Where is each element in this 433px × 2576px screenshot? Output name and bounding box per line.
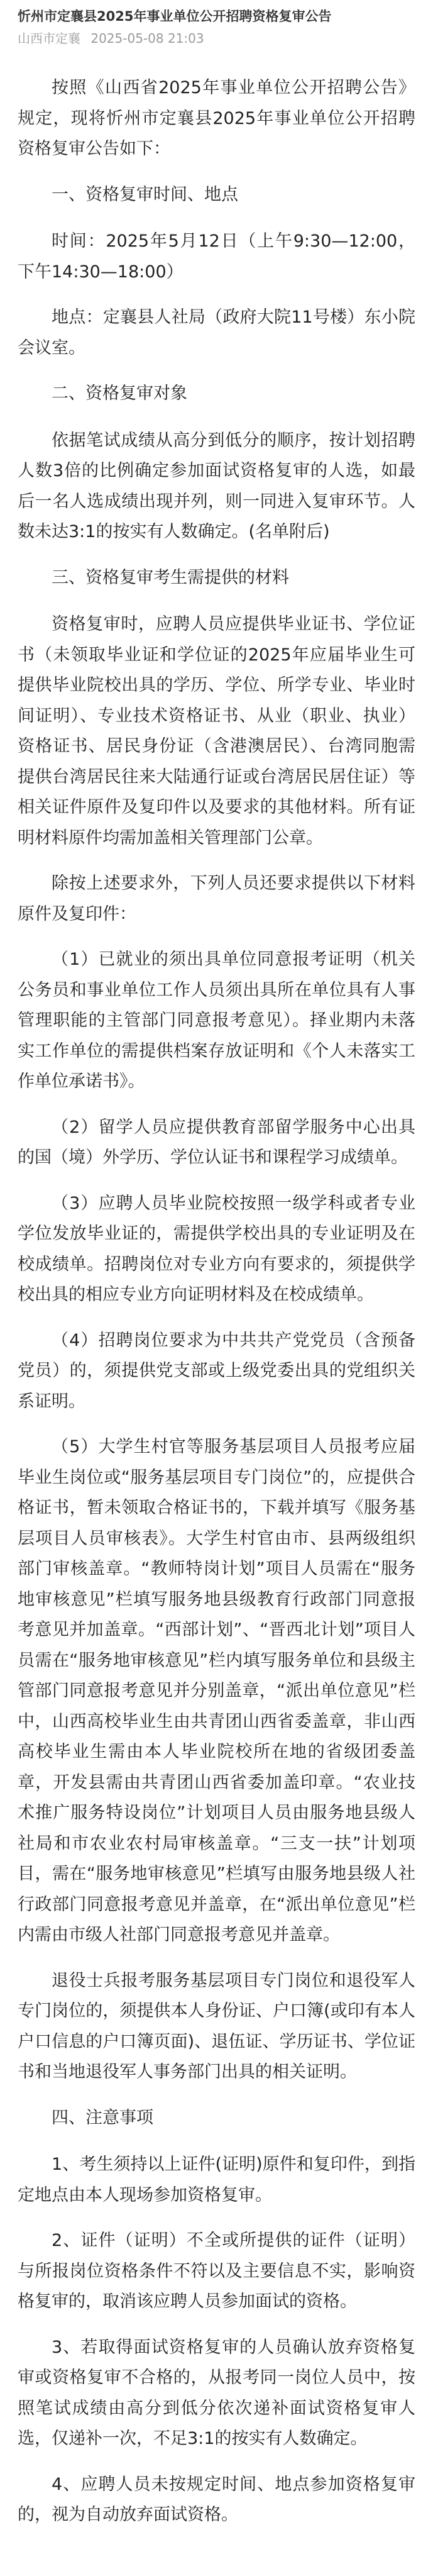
paragraph: 资格复审时，应聘人员应提供毕业证书、学位证书（未领取毕业证和学位证的2025年应届毕业生可提供毕业院校出具的学历、学位、所学专业、毕业时间证明）、专业技术资格证书、从业（职业、执业）资格证书、居民身份证（含港澳居民）、台湾同胞需提供台湾居民往来大陆通行证或台湾居民居住证）等相关证件原件及复印件以及要求的其他材料。所有证明材料原件均需加盖相关管理部门公章。 xyxy=(18,614,415,848)
section-heading: 二、资格复审对象 xyxy=(52,384,187,403)
paragraph: 时间：2025年5月12日（上午9:30—12:00，下午14:30—18:00） xyxy=(18,231,415,282)
paragraph: 除按上述要求外，下列人员还要求提供以下材料原件及复印件： xyxy=(18,874,415,924)
section-heading: 三、资格复审考生需提供的材料 xyxy=(52,567,289,587)
article-author[interactable]: 山西市定襄 xyxy=(18,31,80,46)
paragraph: （4）招聘岗位要求为中共共产党党员（含预备党员）的，须提供党支部或上级党委出具的党组织关系证明。 xyxy=(18,1330,415,1411)
paragraph: 3、若取得面试资格复审的人员确认放弃资格复审或资格复审不合格的，从报考同一岗位人员中，按照笔试成绩由高分到低分依次递补面试资格复审人选，仅递补一次，不足3:1的按实有人数确定。 xyxy=(18,2337,415,2448)
article-datetime: 2025-05-08 21:03 xyxy=(90,31,204,46)
paragraph: （2）留学人员应提供教育部留学服务中心出具的国（境）外学历、学位认证书和课程学习成绩单。 xyxy=(18,1117,415,1167)
paragraph: 地点：定襄县人社局（政府大院11号楼）东小院会议室。 xyxy=(18,308,415,358)
article-meta xyxy=(18,29,415,48)
paragraph: （1）已就业的须出具单位同意报考证明（机关公务员和事业单位工作人员须出具所在单位具有人事管理职能的主管部门同意报考意见）。择业期内未落实工作单位的需提供档案存放证明和《个人未落实工作单位承诺书》。 xyxy=(18,950,415,1091)
paragraph: 2、证件（证明）不全或所提供的证件（证明）与所报岗位资格条件不符以及主要信息不实，影响资格复审的，取消该应聘人员参加面试的资格。 xyxy=(18,2231,415,2311)
paragraph: （3）应聘人员毕业院校按照一级学科或者专业学位发放毕业证的，需提供学校出具的专业证明及在校成绩单。招聘岗位对专业方向有要求的，须提供学校出具的相应专业方向证明材料及在校成绩单。 xyxy=(18,1193,415,1304)
article-body xyxy=(18,73,415,2531)
paragraph: 4、应聘人员未按规定时间、地点参加资格复审的，视为自动放弃面试资格。 xyxy=(18,2474,415,2524)
paragraph: 依据笔试成绩从高分到低分的顺序，按计划招聘人数3倍的比例确定参加面试资格复审的人选，如最后一名人选成绩出现并列，则一同进入复审环节。人数未达3:1的按实有人数确定。(名单附后) xyxy=(18,430,415,541)
paragraph: （5）大学生村官等服务基层项目人员报考应届毕业生岗位或“服务基层项目专门岗位”的，应提供合格证书，暂未领取合格证书的，下载并填写《服务基层项目人员审核表》。大学生村官由市、县两级组织部门审核盖章。“教师特岗计划”项目人员需在“服务地审核意见”栏填写服务地县级教育行政部门同意报考意见并加盖章。“西部计划”、“晋西北计划”项目人员需在“服务地审核意见”栏内填写服务单位和县级主管部门同意报考意见并分别盖章，“派出单位意见”栏中，山西高校毕业生由共青团山西省委盖章，非山西高校毕业生需由本人毕业院校所在地的省级团委盖章，开发县需由共青团山西省委加盖印章。“农业技术推广服务特设岗位”计划项目人员由服务地县级人社局和市农业农村局审核盖章。“三支一扶”计划项目，需在“服务地审核意见”栏填写由服务地县级人社行政部门同意报考意见并盖章，在“派出单位意见”栏内需由市级人社部门同意报考意见并盖章。 xyxy=(18,1437,415,1945)
article-title: 忻州市定襄县2025年事业单位公开招聘资格复审公告 xyxy=(18,9,332,24)
section-heading: 一、资格复审时间、地点 xyxy=(52,184,238,204)
paragraph: 1、考生须持以上证件(证明)原件和复印件，到指定地点由本人现场参加资格复审。 xyxy=(18,2155,415,2205)
paragraph: 按照《山西省2025年事业单位公开招聘公告》规定，现将忻州市定襄县2025年事业单位公开招聘资格复审公告如下： xyxy=(18,78,415,158)
paragraph: 退役士兵报考服务基层项目专门岗位和退役军人专门岗位的，须提供本人身份证、户口簿(或印有本人户口信息的户口簿页面)、退伍证、学历证书、学位证书和当地退役军人事务部门出具的相关证明。 xyxy=(18,1970,415,2082)
section-heading: 四、注意事项 xyxy=(52,2107,153,2128)
